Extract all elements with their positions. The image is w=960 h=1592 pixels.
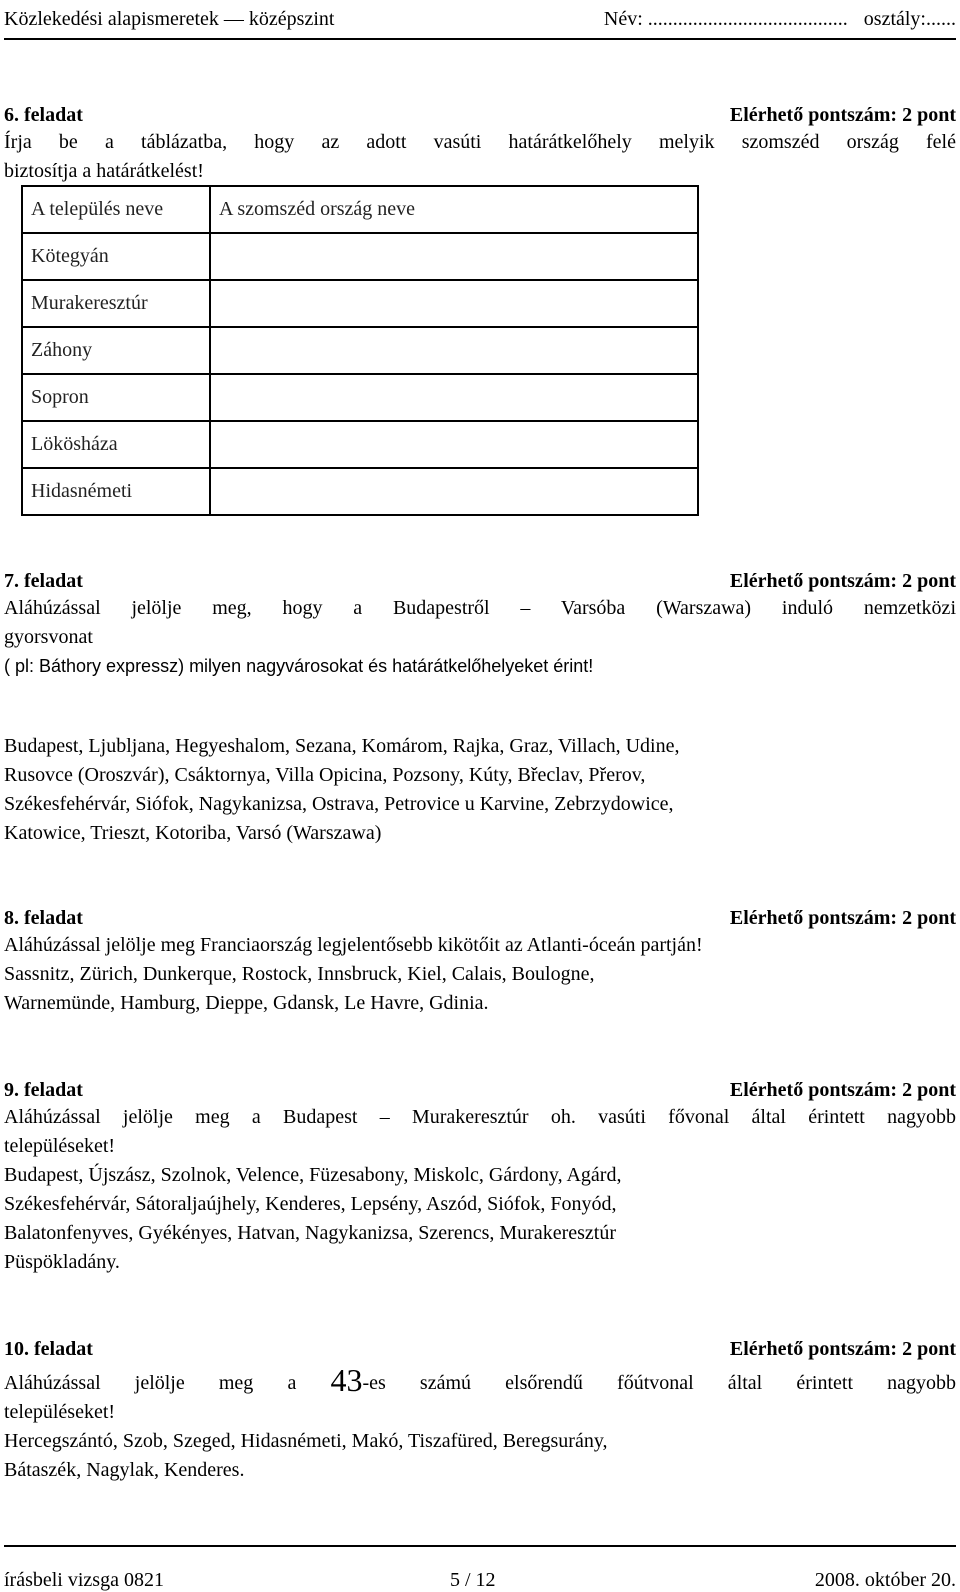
task8-options-line2[interactable]: Warnemünde, Hamburg, Dieppe, Gdansk, Le Havre, Gdinia. [4, 992, 489, 1014]
table-header-row [22, 186, 698, 233]
task9-title: 9. feladat [4, 1079, 83, 1101]
task8-heading [4, 905, 956, 931]
task9-instruction [4, 1103, 956, 1277]
country-answer-cell[interactable] [210, 233, 698, 280]
table-row [22, 233, 698, 280]
task8-options-line1[interactable]: Sassnitz, Zürich, Dunkerque, Rostock, Innsbruck, Kiel, Calais, Boulogne, [4, 963, 595, 985]
task9-instruction-line1: Aláhúzással jelölje meg a Budapest – Murakeresztúr oh. vasúti fővonal által érintett nagyobb [4, 1106, 956, 1128]
task7-instruction-line3: ( pl: Báthory expressz) milyen nagyvárosokat és határátkelőhelyeket érint! [4, 656, 594, 676]
country-answer-cell[interactable] [210, 421, 698, 468]
task8-instruction-line1: Aláhúzással jelölje meg Franciaország legjelentősebb kikötőit az Atlanti-óceán partján! [4, 934, 703, 956]
table-row [22, 280, 698, 327]
table-row [22, 374, 698, 421]
task8-instruction [4, 931, 956, 1018]
footer-page-number: 5 / 12 [450, 1569, 496, 1591]
task10-options-line2[interactable]: Bátaszék, Nagylak, Kenderes. [4, 1459, 245, 1481]
task6-points: Elérhető pontszám: 2 pont [729, 104, 956, 126]
settlement-cell: Hidasnémeti [22, 468, 210, 515]
table-header-country: A szomszéd ország neve [210, 186, 698, 233]
task7-instruction-line2: gyorsvonat [4, 626, 93, 648]
task9-instruction-line2: településeket! [4, 1135, 116, 1157]
task7-options-line1[interactable]: Budapest, Ljubljana, Hegyeshalom, Sezana, Komárom, Rajka, Graz, Villach, Udine, [4, 735, 680, 757]
settlement-cell: Murakeresztúr [22, 280, 210, 327]
task8-title: 8. feladat [4, 907, 83, 929]
country-answer-cell[interactable] [210, 374, 698, 421]
task7-points: Elérhető pontszám: 2 pont [729, 570, 956, 592]
task9-points: Elérhető pontszám: 2 pont [729, 1079, 956, 1101]
name-field: Név: ........................................ [603, 8, 848, 30]
task10-road-number: 43 [330, 1362, 363, 1398]
task6-instruction-line1: Írja be a táblázatba, hogy az adott vasúti határátkelőhely melyik szomszéd ország felé [4, 131, 956, 153]
task7-options-line2[interactable]: Rusovce (Oroszvár), Csáktornya, Villa Opicina, Pozsony, Kúty, Břeclav, Přerov, [4, 764, 646, 786]
table-row [22, 468, 698, 515]
task10-options-line1[interactable]: Hercegszántó, Szob, Szeged, Hidasnémeti, Makó, Tiszafüred, Beregsurány, [4, 1430, 608, 1452]
table-header-settlement: A település neve [22, 186, 210, 233]
task9-options-line2[interactable]: Székesfehérvár, Sátoraljaújhely, Kenderes, Lepsény, Aszód, Siófok, Fonyód, [4, 1193, 617, 1215]
task10-title: 10. feladat [4, 1338, 93, 1360]
task10-instr-part-b: -es számú elsőrendű főútvonal által érintett nagyobb [362, 1372, 957, 1394]
task9-options-line3[interactable]: Balatonfenyves, Gyékényes, Hatvan, Nagykanizsa, Szerencs, Murakeresztúr [4, 1222, 616, 1244]
class-field: osztály:...... [863, 8, 956, 30]
table-row [22, 421, 698, 468]
task6-instruction [4, 128, 956, 186]
task9-options-line4[interactable]: Püspökladány. [4, 1251, 120, 1273]
task10-instruction [4, 1362, 957, 1485]
task7-options-line3[interactable]: Székesfehérvár, Siófok, Nagykanizsa, Ostrava, Petrovice u Karvine, Zebrzydowice, [4, 793, 674, 815]
settlement-cell: Kötegyán [22, 233, 210, 280]
header-title: Közlekedési alapismeretek — középszint [4, 8, 335, 30]
footer-exam-code: írásbeli vizsga 0821 [4, 1569, 164, 1591]
country-answer-cell[interactable] [210, 468, 698, 515]
task8-points: Elérhető pontszám: 2 pont [729, 907, 956, 929]
task6-title: 6. feladat [4, 104, 83, 126]
country-answer-cell[interactable] [210, 327, 698, 374]
task10-points: Elérhető pontszám: 2 pont [729, 1338, 956, 1360]
task10-instruction-line2: településeket! [4, 1401, 116, 1423]
task10-instr-part-a: Aláhúzással jelölje meg a [4, 1372, 297, 1394]
task7-options-line4[interactable]: Katowice, Trieszt, Kotoriba, Varsó (Warszawa) [4, 822, 382, 844]
settlement-cell: Lökösháza [22, 421, 210, 468]
task7-title: 7. feladat [4, 570, 83, 592]
task10-heading [4, 1336, 956, 1362]
task9-options-line1[interactable]: Budapest, Újszász, Szolnok, Velence, Füzesabony, Miskolc, Gárdony, Agárd, [4, 1164, 622, 1186]
country-answer-cell[interactable] [210, 280, 698, 327]
page-footer [4, 1545, 956, 1591]
header-fields [604, 5, 956, 33]
task10-instruction-line1 [4, 1362, 957, 1398]
table-row [22, 327, 698, 374]
footer-date: 2008. október 20. [814, 1569, 956, 1591]
task6-instruction-line2: biztosítja a határátkelést! [4, 160, 204, 182]
border-crossing-table [21, 185, 699, 516]
task7-heading [4, 568, 956, 594]
task7-instruction-line1: Aláhúzással jelölje meg, hogy a Budapestről – Varsóba (Warszawa) induló nemzetközi [4, 597, 956, 619]
task6-heading [4, 102, 956, 128]
task9-heading [4, 1077, 956, 1103]
settlement-cell: Záhony [22, 327, 210, 374]
task7-instruction [4, 594, 956, 681]
task7-options [4, 732, 956, 848]
page-header [4, 0, 956, 40]
settlement-cell: Sopron [22, 374, 210, 421]
